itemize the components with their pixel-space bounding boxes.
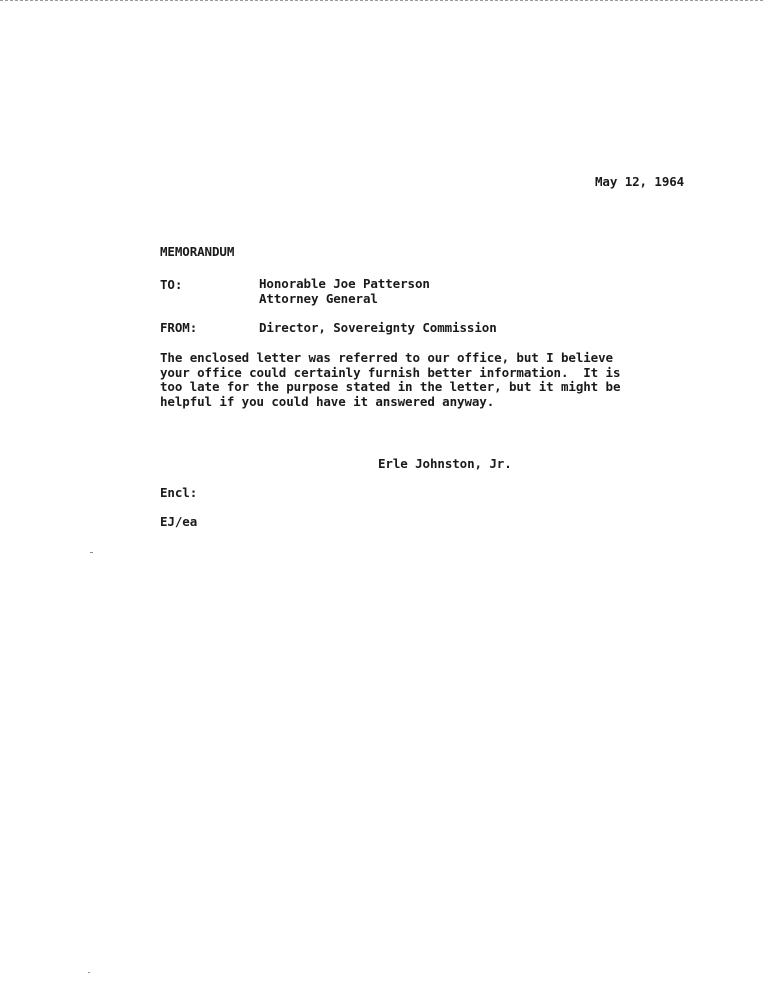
to-label: TO: — [160, 277, 183, 292]
body-line: helpful if you could have it answered anyway. — [160, 393, 495, 409]
memo-heading: MEMORANDUM — [160, 244, 235, 259]
recipient-title: Attorney General — [259, 291, 378, 306]
sender: Director, Sovereignty Commission — [259, 320, 497, 335]
signature: Erle Johnston, Jr. — [378, 456, 512, 471]
memo-body — [160, 351, 640, 409]
body-line: your office could certainly furnish better information. It is — [160, 364, 621, 380]
enclosure-note: Encl: — [160, 485, 198, 500]
scan-speck — [88, 972, 90, 973]
body-line: The enclosed letter was referred to our office, but I believe — [160, 350, 613, 365]
scan-speck — [90, 552, 93, 553]
typist-initials: EJ/ea — [160, 514, 198, 529]
body-line: too late for the purpose stated in the letter, but it might be — [160, 379, 621, 395]
from-label: FROM: — [160, 320, 198, 335]
recipient-name: Honorable Joe Patterson — [259, 276, 430, 291]
memo-date: May 12, 1964 — [595, 174, 685, 189]
